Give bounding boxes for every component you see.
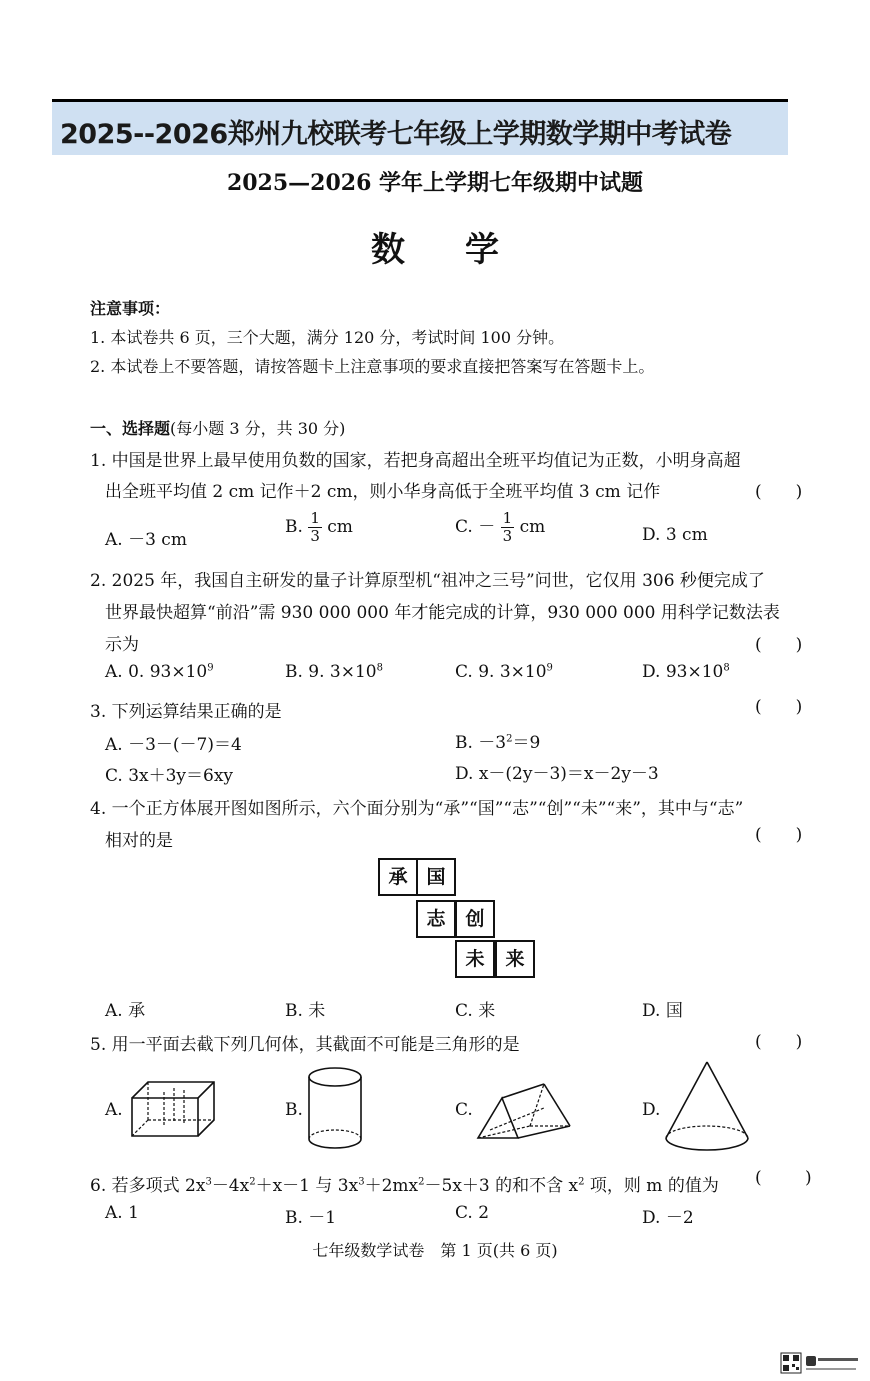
stem-part: ＋2mx [364,1176,419,1196]
exponent: 8 [376,662,383,674]
stem-part: 6. 若多项式 2x [90,1176,206,1196]
stem-part: ＋x－1 与 3x [255,1176,359,1196]
answer-paren: ( ) [755,482,803,502]
notice-heading: 注意事项： [90,299,171,318]
subject-title: 数学 [371,230,559,270]
numerator: 1 [310,509,320,527]
answer-paren-close: ) [805,1168,812,1188]
net-face-chuang: 创 [455,900,495,938]
q3-option-a: A. －3－(－7)＝4 [105,735,242,755]
triangular-prism-figure [474,1078,574,1144]
q4-line2: 相对的是 [105,831,173,851]
exponent: 2 [418,1176,425,1188]
q5-stem: 5. 用一平面去截下列几何体，其截面不可能是三角形的是 [90,1035,520,1055]
q1-line1: 1. 中国是世界上最早使用负数的国家，若把身高超出全班平均值记为正数，小明身高超 [90,451,741,471]
q5-option-b: B. [285,1100,303,1120]
exponent: 8 [723,662,730,674]
q6-option-c: C. 2 [455,1203,490,1223]
stem-part: －5x＋3 的和不含 x [424,1176,579,1196]
section-note: (每小题 3 分，共 30 分) [170,419,346,438]
answer-paren: ( ) [755,825,803,845]
section-title: 一、选择题 [90,419,171,438]
option-text: D. 93×10 [642,662,724,682]
q6-option-b: B. －1 [285,1208,337,1228]
q5-option-c: C. [455,1100,473,1120]
option-text: A. 0. 93×10 [105,662,208,682]
scanner-watermark-logo [780,1352,862,1376]
q1-option-a: A. －3 cm [105,530,187,550]
page-footer: 七年级数学试卷 第 1 页(共 6 页) [312,1241,558,1260]
q1-option-d: D. 3 cm [642,525,708,545]
numerator: 1 [502,509,513,527]
q3-option-c: C. 3x＋3y＝6xy [105,766,234,786]
exponent: 9 [546,662,553,674]
stem-part: 项，则 m 的值为 [584,1176,719,1196]
q5-option-d: D. [642,1100,661,1120]
fraction [308,510,322,545]
answer-paren: ( ) [755,1032,803,1052]
q6-option-a: A. 1 [105,1203,139,1223]
option-text: B. －3 [455,733,507,753]
option-text: ＝9 [512,733,541,753]
q6-option-d: D. －2 [642,1208,694,1228]
exponent: 2 [249,1176,256,1188]
unit: cm [519,517,546,537]
net-face-guo: 国 [416,858,456,896]
q4-line1: 4. 一个正方体展开图如图所示，六个面分别为“承”“国”“志”“创”“未”“来”，其中与“志” [90,799,744,819]
answer-paren-open: ( [755,1168,762,1188]
cylinder-figure [302,1064,368,1154]
q5-option-a: A. [105,1100,123,1120]
q6-stem [90,1171,719,1196]
exponent: 3 [205,1176,212,1188]
q2-option-a [105,662,214,682]
denominator: 3 [310,527,320,545]
exponent: 2 [506,733,513,745]
q2-option-d [642,662,730,682]
q4-option-c: C. 来 [455,1001,496,1021]
answer-paren: ( ) [755,635,803,655]
q1-option-b [285,510,353,545]
net-face-zhi: 志 [416,900,456,938]
answer-paren: ( ) [755,697,803,717]
q4-option-d: D. 国 [642,1001,683,1021]
exponent: 3 [358,1176,365,1188]
q4-option-a: A. 承 [105,1001,146,1021]
stem-part: －4x [211,1176,250,1196]
q3-option-d: D. x－(2y－3)＝x－2y－3 [455,764,659,784]
option-text: B. 9. 3×10 [285,662,377,682]
fraction [501,510,515,545]
option-label: B. [285,517,303,537]
net-face-wei: 未 [455,940,495,978]
option-label: C. － [455,517,496,537]
q2-line2: 世界最快超算“前沿”需 930 000 000 年才能完成的计算，930 000 000 用科学记数法表 [105,603,780,623]
section-heading [90,416,345,439]
q3-option-b [455,728,540,753]
q2-line3: 示为 [105,635,139,655]
q1-option-c [455,510,545,545]
banner-title: 2025--2026郑州九校联考七年级上学期数学期中考试卷 [60,119,732,150]
net-face-cheng: 承 [378,858,418,896]
q2-line1: 2. 2025 年，我国自主研发的量子计算原型机“祖冲之三号”问世，它仅用 306 秒便完成了 [90,571,765,591]
cone-figure [660,1058,754,1158]
exponent: 9 [207,662,214,674]
notice-item: 2. 本试卷上不要答题，请按答题卡上注意事项的要求直接把答案写在答题卡上。 [90,357,655,376]
exam-subtitle: 2025—2026 学年上学期七年级期中试题 [226,170,644,196]
net-face-lai: 来 [495,940,535,978]
option-text: C. 9. 3×10 [455,662,547,682]
notice-item: 1. 本试卷共 6 页，三个大题，满分 120 分，考试时间 100 分钟。 [90,328,565,347]
cuboid-figure [128,1078,220,1140]
unit: cm [327,517,353,537]
q4-option-b: B. 未 [285,1001,326,1021]
q2-option-c [455,662,553,682]
denominator: 3 [502,527,513,545]
q2-option-b [285,662,383,682]
q1-line2: 出全班平均值 2 cm 记作＋2 cm，则小华身高低于全班平均值 3 cm 记作 [105,482,661,502]
q3-stem: 3. 下列运算结果正确的是 [90,702,282,722]
exponent: 2 [578,1176,585,1188]
